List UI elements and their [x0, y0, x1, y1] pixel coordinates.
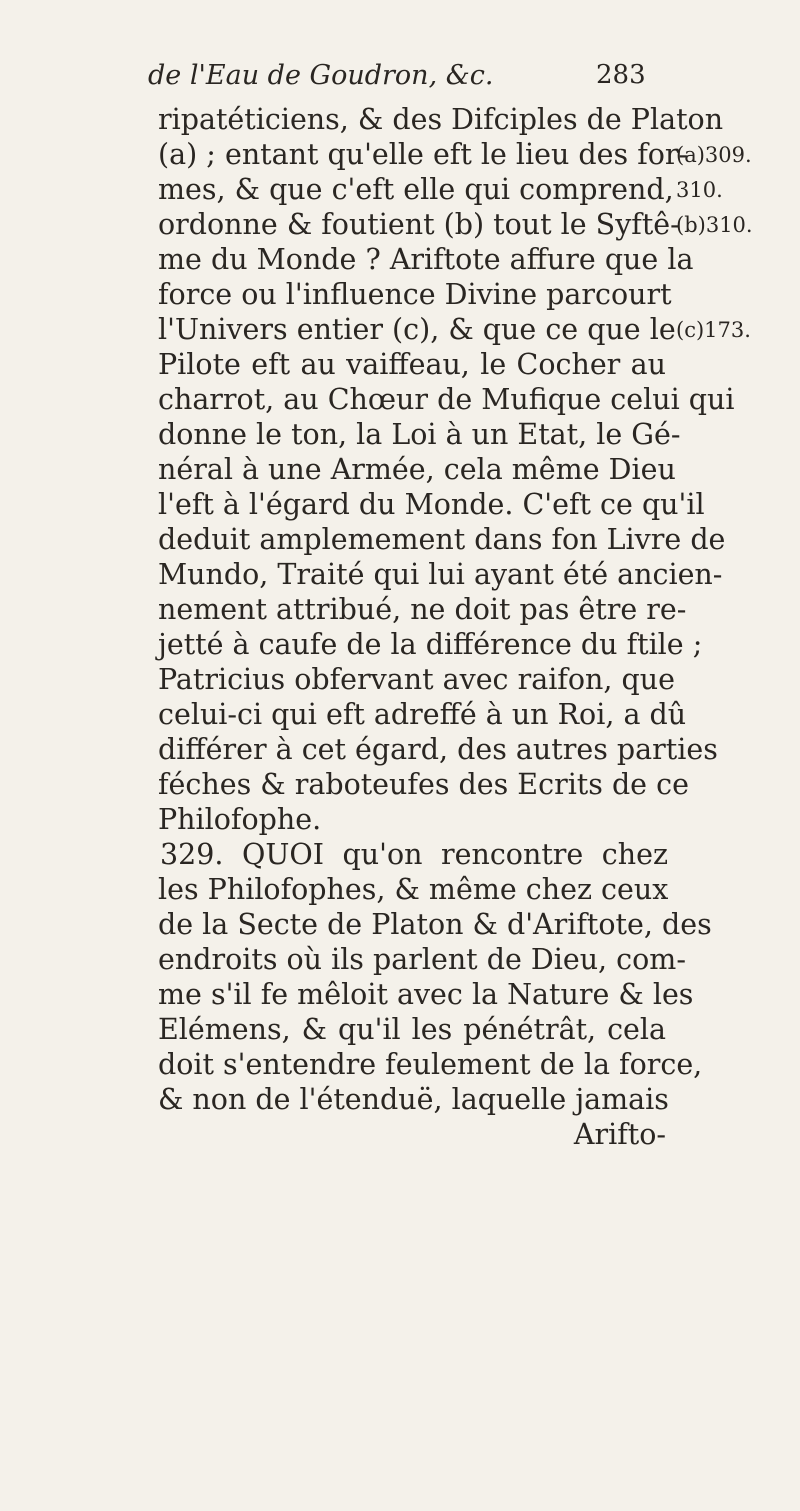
text-line — [0, 695, 800, 735]
line-text: me s'il fe mêloit avec la Nature & les — [158, 978, 694, 1011]
line-text: charrot, au Chœur de Mufique celui qui — [158, 383, 735, 416]
margin-note: (c)173. — [676, 318, 751, 342]
text-line — [0, 380, 800, 420]
text-line — [0, 660, 800, 700]
text-line — [0, 100, 800, 140]
text-line — [0, 555, 800, 595]
text-line — [0, 310, 800, 350]
line-text: l'Univers entier (c), & que ce que le — [158, 313, 676, 346]
line-text: féches & raboteufes des Ecrits de ce — [158, 768, 689, 801]
line-text: donne le ton, la Loi à un Etat, le Gé- — [158, 418, 681, 451]
text-line — [0, 1045, 800, 1085]
line-text: Elémens, & qu'il les pénétrât, cela — [158, 1013, 666, 1046]
line-text: nement attribué, ne doit pas être re- — [158, 593, 687, 626]
line-text: Pilote eft au vaiffeau, le Cocher au — [158, 348, 666, 381]
line-text: mes, & que c'eft elle qui comprend, — [158, 173, 674, 206]
margin-note: (b)310. — [676, 213, 753, 237]
running-title: de l'Eau de Goudron, &c. — [148, 60, 494, 91]
text-line — [0, 835, 800, 875]
page-header — [148, 60, 668, 100]
line-text: les Philofophes, & même chez ceux — [158, 873, 669, 906]
text-line — [0, 1080, 800, 1120]
text-line — [0, 485, 800, 525]
text-line — [0, 590, 800, 630]
line-text: Patricius obfervant avec raifon, que — [158, 663, 675, 696]
text-line — [0, 730, 800, 770]
text-line — [0, 870, 800, 910]
text-line — [0, 625, 800, 665]
text-line — [0, 240, 800, 280]
page-number: 283 — [596, 60, 646, 90]
text-line — [0, 905, 800, 945]
text-line — [0, 975, 800, 1015]
text-line — [0, 415, 800, 455]
text-line — [0, 1010, 800, 1050]
text-line — [0, 800, 800, 840]
text-line — [0, 765, 800, 805]
line-text: ordonne & foutient (b) tout le Syftê- — [158, 208, 680, 241]
line-text: 329. QUOI qu'on rencontre chez — [160, 838, 668, 871]
text-line — [0, 135, 800, 175]
line-text: deduit amplemement dans fon Livre de — [158, 523, 726, 556]
line-text: doit s'entendre feulement de la force, — [158, 1048, 703, 1081]
catchword: Arifto- — [573, 1118, 666, 1151]
line-text: me du Monde ? Ariftote affure que la — [158, 243, 694, 276]
line-text: Philofophe. — [158, 803, 322, 836]
line-text: différer à cet égard, des autres parties — [158, 733, 718, 766]
line-text: de la Secte de Platon & d'Ariftote, des — [158, 908, 712, 941]
line-text: force ou l'influence Divine parcourt — [158, 278, 672, 311]
line-text: ripatéticiens, & des Difciples de Platon — [158, 103, 724, 136]
text-line — [0, 1115, 800, 1155]
line-text: l'eft à l'égard du Monde. C'eft ce qu'il — [158, 488, 705, 521]
line-text: Mundo, Traité qui lui ayant été ancien- — [158, 558, 723, 591]
margin-note: 310. — [676, 178, 723, 202]
text-line — [0, 345, 800, 385]
text-line — [0, 940, 800, 980]
text-line — [0, 450, 800, 490]
text-line — [0, 170, 800, 210]
margin-note: (a)309. — [676, 143, 752, 167]
line-text: & non de l'étenduë, laquelle jamais — [158, 1083, 669, 1116]
text-line — [0, 205, 800, 245]
text-line — [0, 520, 800, 560]
line-text: endroits où ils parlent de Dieu, com- — [158, 943, 686, 976]
line-text: jetté à caufe de la différence du ftile ; — [158, 628, 703, 661]
line-text: celui-ci qui eft adreffé à un Roi, a dû — [158, 698, 687, 731]
line-text: (a) ; entant qu'elle eft le lieu des for- — [158, 138, 689, 171]
text-line — [0, 275, 800, 315]
line-text: néral à une Armée, cela même Dieu — [158, 453, 676, 486]
